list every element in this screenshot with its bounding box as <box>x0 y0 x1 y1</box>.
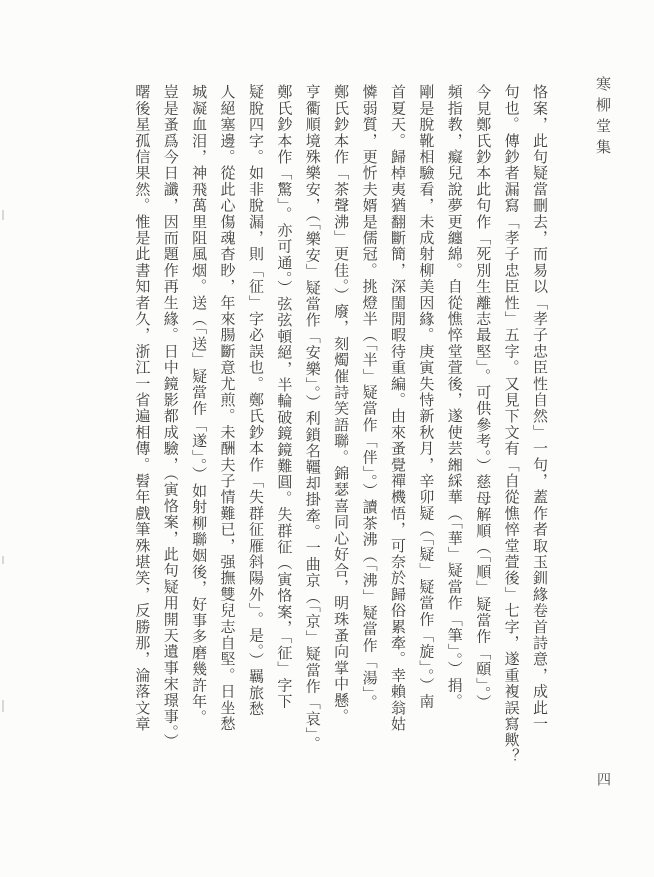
scan-artifact <box>2 556 4 564</box>
text-column: 剛是脫靴相驗看，未成射柳美因緣。庚寅失恃新秋月，辛卯疑（「疑」疑當作「旋」。）南 <box>417 84 436 710</box>
text-column: 句也。傳鈔者漏寫「孝子忠臣性」五字。又見下文有「自從憔悴堂萱後」七字，遂重複誤寫歟？ <box>502 84 521 765</box>
text-column: 曙後星孤信果然。惟是此書知者久，浙江一省遍相傳。髫年戲筆殊堪笑，反勝那，淪落文章 <box>133 84 152 732</box>
text-column: 首夏天。歸棹夷猶翻斷簡，深閨閒暇待重編。由來蚤覺禪機悟，可奈於歸俗累牽。幸賴翁姑 <box>388 84 407 732</box>
main-text-block <box>128 84 554 800</box>
running-head-book-title: 寒柳堂集 <box>594 76 612 160</box>
text-column: 城凝血泪，神飛萬里阻風烟。送（「送」疑當作「遂」。）如射柳聯姻後，好事多磨幾許年。 <box>190 84 209 726</box>
text-column: 今見鄭氏鈔本此句作「死別生離志最堅」。可供參考。）慈母解順（「順」疑當作「頤」。） <box>474 84 493 711</box>
text-column: 鄭氏鈔本作「驚」。亦可通。）弦弦頓絕，半輪破鏡鏡難圓。失群征（寅恪案，「征」字下 <box>275 84 294 710</box>
text-column: 恪案，此句疑當刪去，而易以「孝子忠臣性自然」一句，蓋作者取玉釧緣卷首詩意，成此一 <box>531 84 549 732</box>
scan-artifact <box>2 700 4 712</box>
text-column: 頻指教，癡兒說夢更纏綿。自從憔悴堂萱後，遂使芸緗綵華（「華」疑當作「筆」。）捐。 <box>445 84 464 710</box>
scan-artifact <box>2 210 4 220</box>
text-column: 憐弱質，更忻夫婿是儒冠。挑燈半（「半」疑當作「伴」。）讀茶沸（「沸」疑當作「湯」。 <box>360 84 379 711</box>
page-number: 四 <box>595 772 611 786</box>
text-column: 人絕塞邊。從此心傷魂杳眇，年來腸斷意尤煎。未酬夫子情難已，强撫雙兒志自堅。日坐愁 <box>218 84 237 732</box>
text-column: 鄭氏鈔本作「茶聲沸」更佳。）廢，刻燭催詩笑語聯。錦瑟喜同心好合，明珠蚤向掌中懸。 <box>332 84 351 725</box>
text-column: 亨衢順境殊樂安，（「樂安」疑當作「安樂」。）利鎖名韁却掛牽。一曲京（「京」疑當作「哀」。 <box>303 84 322 752</box>
text-column: 豈是蚤爲今日讖，因而題作再生緣。日中鏡影都成驗，（寅恪案，此句疑用開天遺事宋璟事。） <box>161 84 180 750</box>
text-column: 疑脫四字。如非脫漏，則「征」字必誤也。鄭氏鈔本作「失群征雁斜陽外」。是。）羈旅愁 <box>246 84 265 717</box>
